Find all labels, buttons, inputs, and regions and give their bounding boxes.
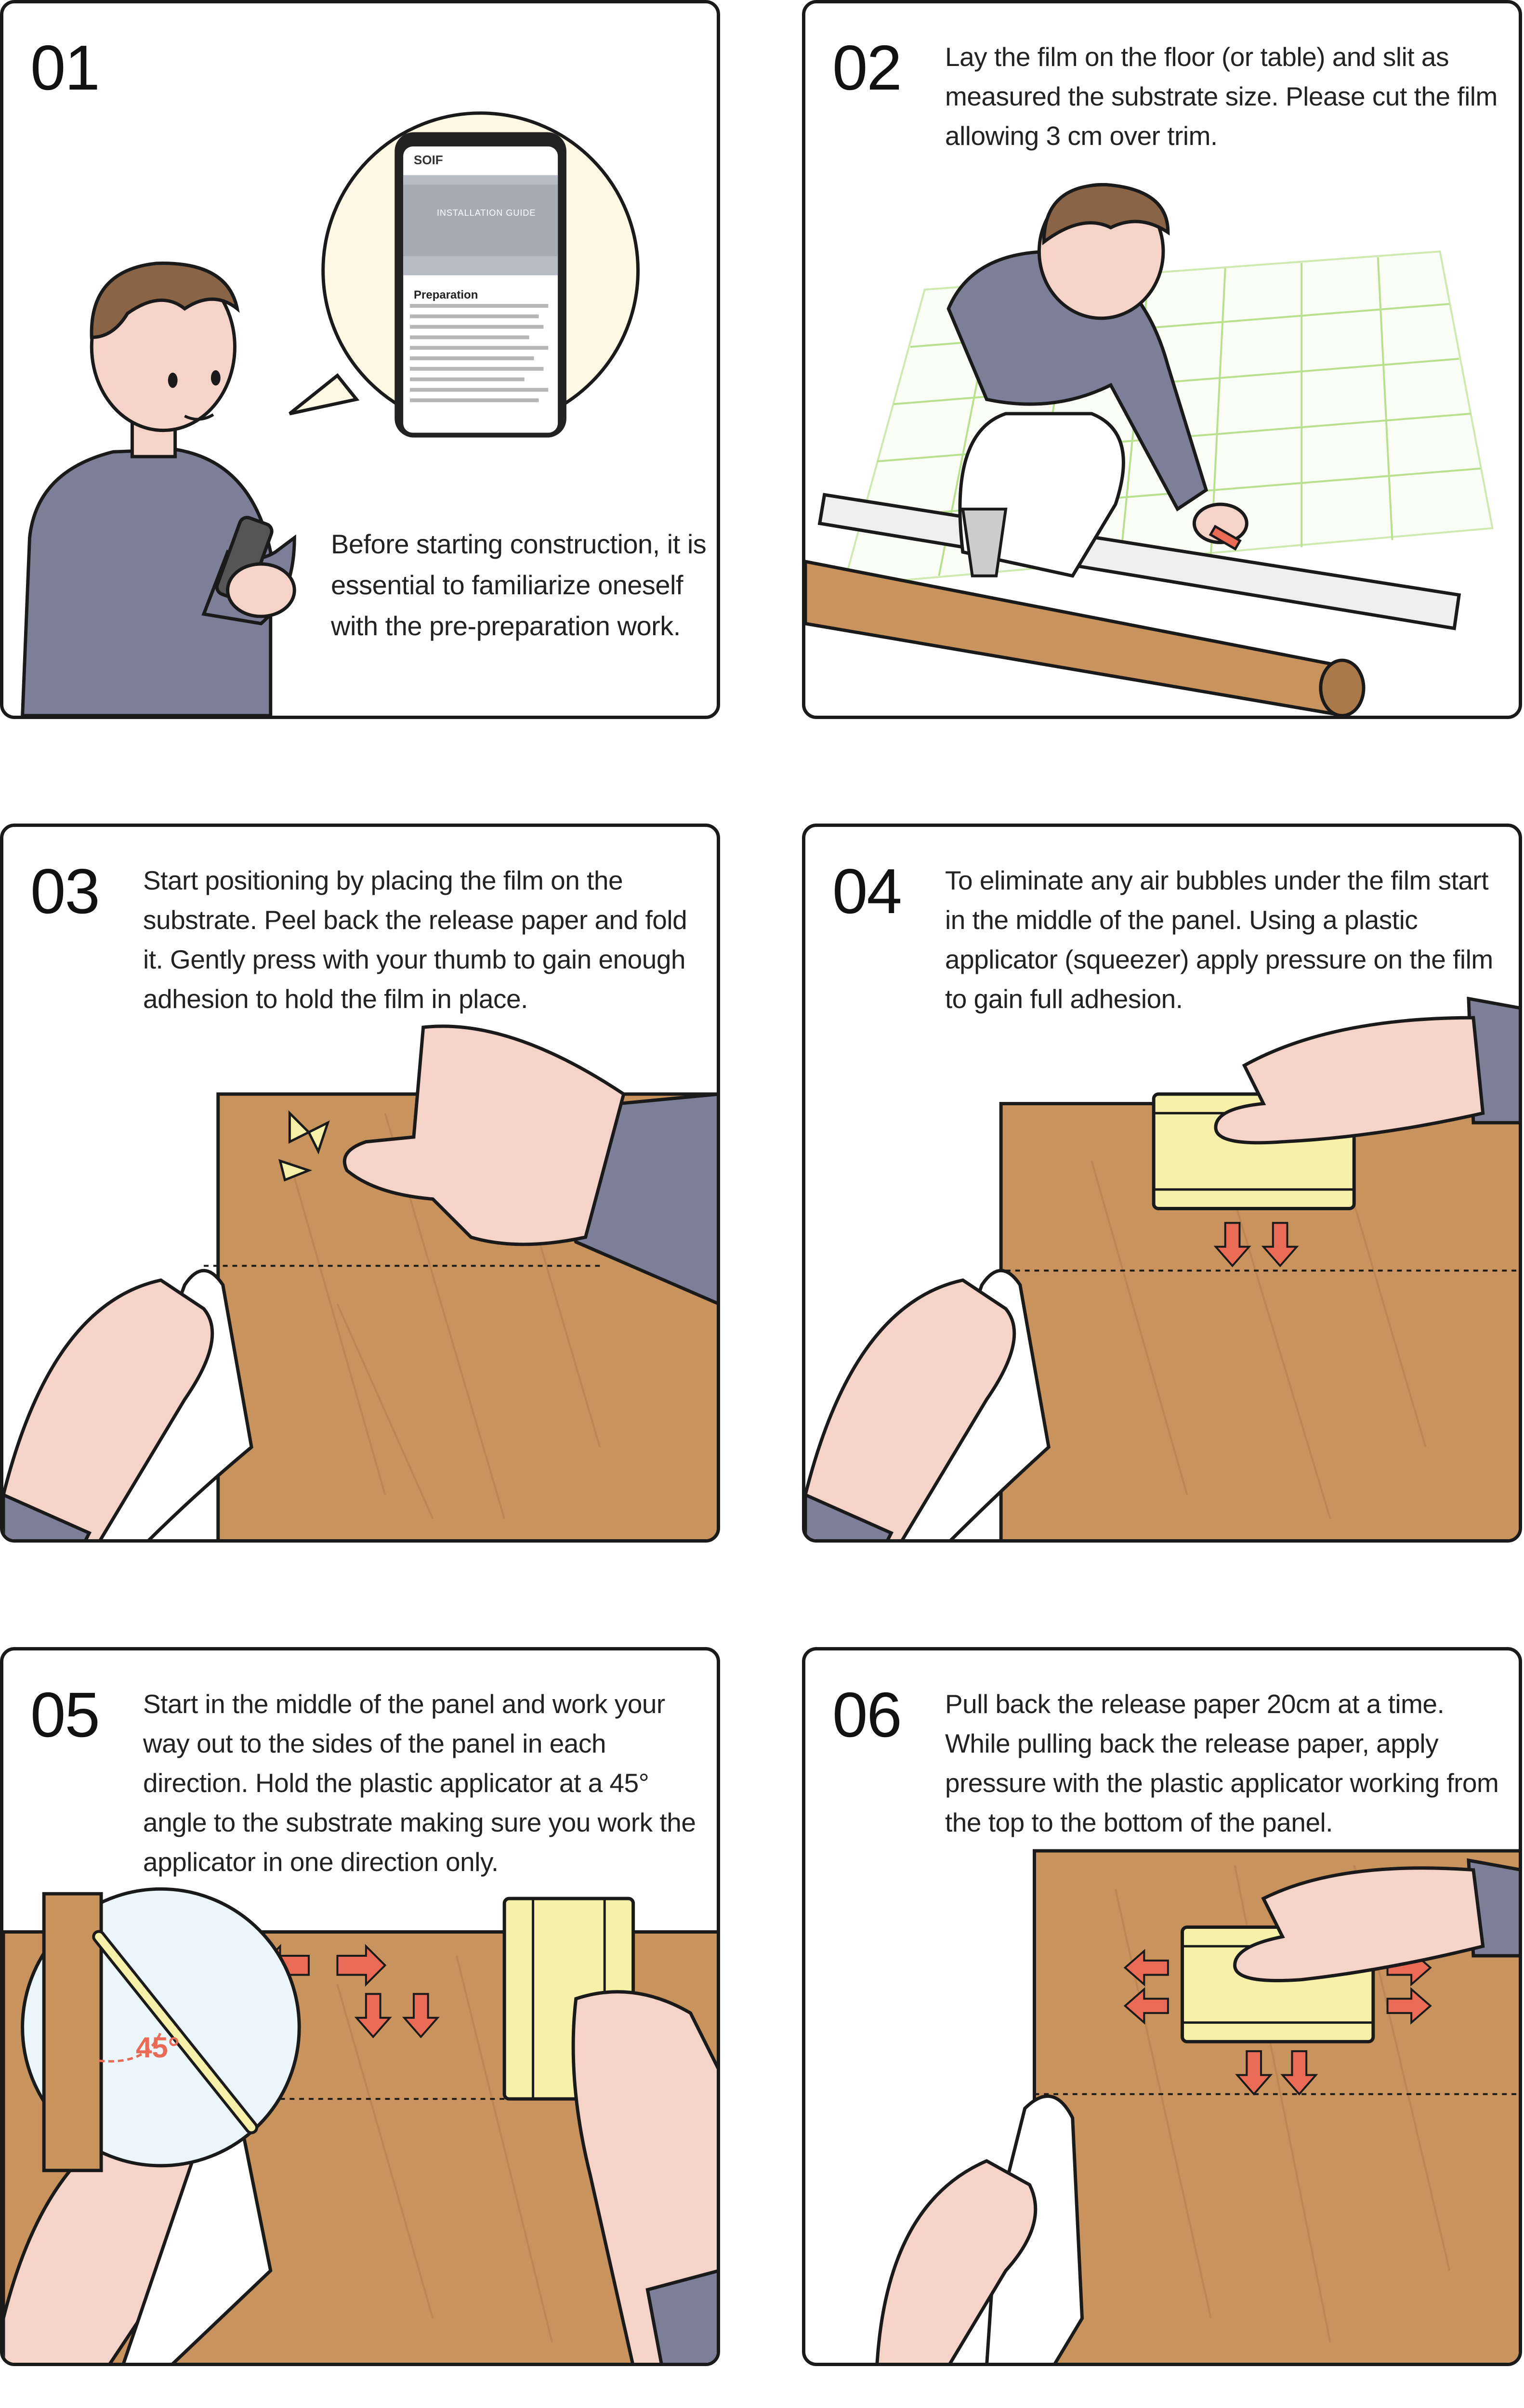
step-panel-03 (0, 824, 720, 1543)
step-number: 02 (832, 32, 901, 103)
step-number: 04 (832, 856, 901, 927)
step-description: Lay the film on the floor (or table) and slit as measured the substrate size. Please cut the film allowing 3 cm over trim. (945, 42, 1498, 151)
step-number: 03 (30, 856, 99, 927)
step-description: Start in the middle of the panel and work your way out to the sides of the panel in each direction. Hold the plastic applicator at a 45° angle to the substrate making sure you work the applicator in one direction only. (143, 1689, 696, 1877)
step-description: To eliminate any air bubbles under the film start in the middle of the panel. Using a plastic applicator (squeezer) apply pressure on the film to gain full adhesion. (945, 865, 1493, 1014)
step-number: 05 (30, 1679, 99, 1750)
step-number: 01 (30, 32, 99, 103)
step-number: 06 (832, 1679, 901, 1750)
step-panel-04 (802, 824, 1522, 1543)
step-angle-label: 45° (136, 2031, 180, 2064)
step-panel-01 (0, 0, 720, 719)
step-panel-02 (802, 0, 1522, 719)
step-description: Pull back the release paper 20cm at a time. While pulling back the release paper, apply pressure with the plastic applicator working from the top to the bottom of the panel. (945, 1689, 1499, 1837)
step-panel-06 (802, 1647, 1522, 2366)
step-phone-section-title: Preparation (414, 288, 478, 301)
step-phone-brand: SOIF (414, 153, 443, 167)
step-panel-05 (0, 1647, 720, 2366)
step-description: Start positioning by placing the film on the substrate. Peel back the release paper and fold it. Gently press with your thumb to gain enough adhesion to hold the film in place. (143, 865, 687, 1014)
step-phone-hero-text: INSTALLATION GUIDE (437, 208, 536, 218)
step-description: Before starting construction, it is essential to familiarize oneself with the pre-preparation work. (331, 529, 707, 641)
